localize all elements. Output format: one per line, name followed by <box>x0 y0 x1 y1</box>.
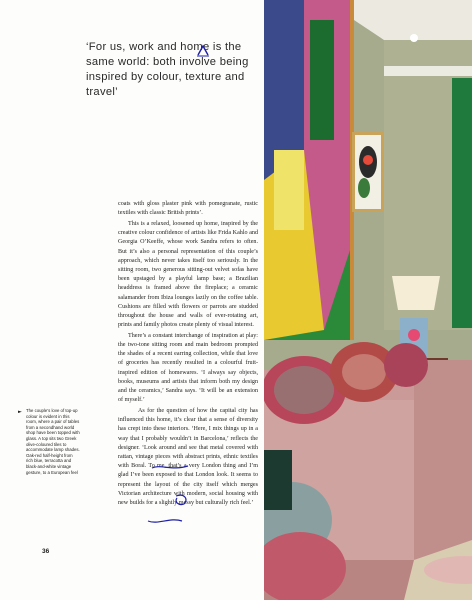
ink-circle-mark <box>172 493 190 507</box>
body-paragraph: coats with gloss plaster pink with pomegranate, rustic textiles with classic British prints’. <box>118 201 258 217</box>
page-number: 36 <box>42 548 50 555</box>
pull-quote-line: ‘For us, work and home is the <box>86 41 242 53</box>
body-paragraph: As for the question of how the capital city has influenced this home, it’s clear that a sense of diversity has crept into these interiors. ‘Here, I mix things up in a way that I probably wouldn’t in Barcelona,’ reflects the designer. ‘Look around and see that metal covered with rattan, vintage pieces with abstract prints, ethnic textiles with Boral. To me, that’s a very London thing and I’m glad I’ve been exposed to that London look. It seems to represent the layout of the city itself which merges Victorian architecture with modern, social housing with new builds for a slightly messy but culturally rich feel.’ <box>118 407 258 506</box>
framed-painting <box>352 132 384 212</box>
pull-quote-line: same world: both involve being <box>86 56 249 68</box>
caption-arrow-icon: ► <box>18 409 22 415</box>
pull-quote <box>86 40 256 100</box>
body-paragraph: This is a relaxed, loosened up home, inspired by the creative colour confidence of artists like Frida Kahlo and Georgia O’Keeffe, whose work Sandra refers to often. But it’s also a personal representation of this couple’s approach, which never takes itself too seriously. In the sitting room, two generous sitting-out velvet sofas have been upstaged by a playful lamp base; a Brazilian headdress is framed above the fireplace; a ceramic salamander from Ibiza lounges lazily on the coffee table. Cushions are filled with flowers or parrots are studded throughout the house and walls of ever-rotating art, prints and family photos create plenty of visual interest. <box>118 220 258 329</box>
body-paragraph: There’s a constant interchange of inspiration at play: the two-tone sitting room and main bedroom prompted the shades of a recent earring collection, while that love of groceries has recently resulted in a colourful fruit-inspired edition of homewares. ‘I always say objects, books, museums and artists that inform both my design and the ceramics,’ Sandra says. ‘It will be an extension of myself.’ <box>118 332 258 404</box>
interior-photograph <box>264 0 472 600</box>
photo-caption: The couple’s love of top-up colour is evident in this room, where a pair of tables from a secondhand world shop have been topped with glass. A top sits two Greek olive-coloured tiles to accommodate lamp shades. Oak-red half-height from rich blue, terracotta and black-and-white vintage gesture, to a European feel <box>26 408 80 475</box>
ink-caret-mark <box>196 43 210 59</box>
pull-quote-line: inspired by colour, texture and <box>86 71 245 83</box>
ink-underline-mark <box>146 516 184 526</box>
ink-underline-mark <box>150 462 190 472</box>
pull-quote-line: travel’ <box>86 86 118 98</box>
large-painting <box>264 0 354 340</box>
